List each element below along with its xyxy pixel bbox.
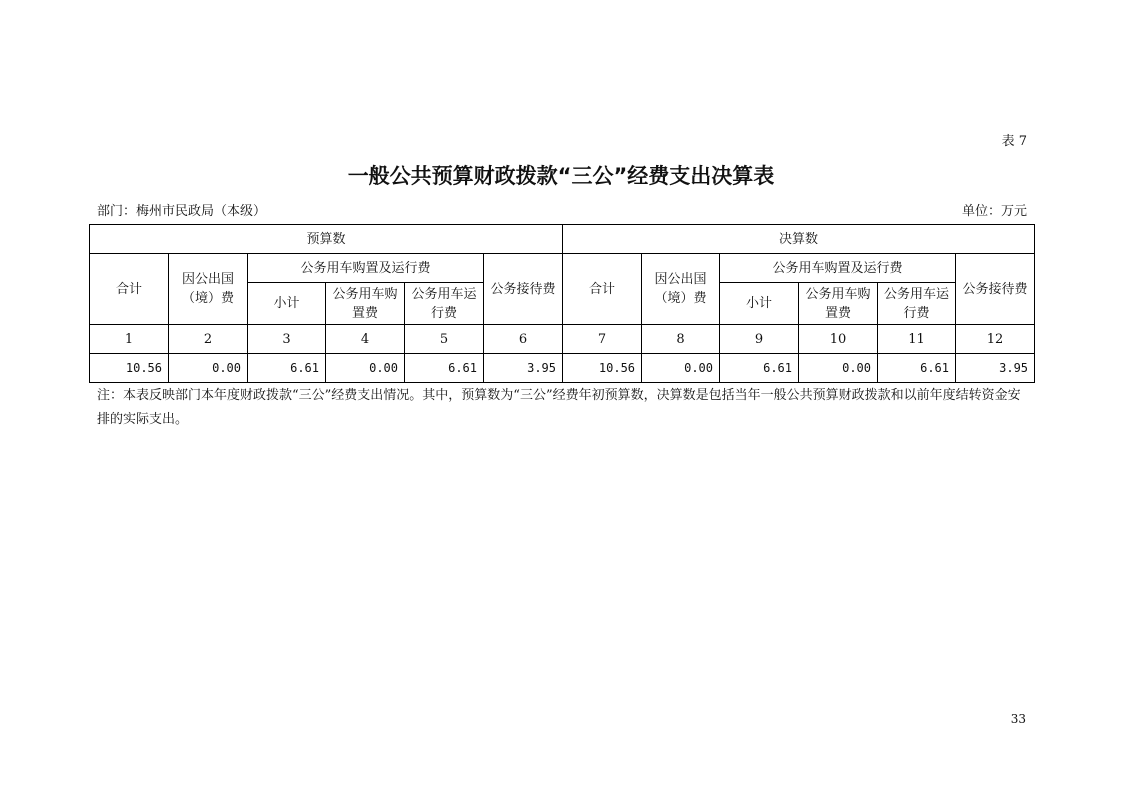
header-abroad: 因公出国（境）费	[169, 254, 248, 325]
header-purchase: 公务用车购置费	[799, 283, 878, 325]
header-total: 合计	[90, 254, 169, 325]
index-cell: 4	[326, 325, 405, 354]
index-cell: 8	[642, 325, 720, 354]
header-subtotal: 小计	[720, 283, 799, 325]
expenditure-table	[89, 224, 1035, 383]
index-cell: 11	[878, 325, 956, 354]
header-subtotal: 小计	[248, 283, 326, 325]
value-cell: 0.00	[169, 354, 248, 383]
index-cell: 3	[248, 325, 326, 354]
page-title: 一般公共预算财政拨款“三公”经费支出决算表	[347, 164, 775, 188]
unit-label: 单位：万元	[961, 204, 1027, 219]
value-cell: 10.56	[563, 354, 642, 383]
header-operation: 公务用车运行费	[878, 283, 956, 325]
header-total: 合计	[563, 254, 642, 325]
index-cell: 9	[720, 325, 799, 354]
value-cell: 3.95	[484, 354, 563, 383]
value-cell: 0.00	[642, 354, 720, 383]
header-reception: 公务接待费	[956, 254, 1035, 325]
header-purchase: 公务用车购置费	[326, 283, 405, 325]
value-cell: 0.00	[326, 354, 405, 383]
department-label: 部门：梅州市民政局（本级）	[97, 204, 267, 219]
header-abroad: 因公出国（境）费	[642, 254, 720, 325]
table-number: 表 7	[1001, 134, 1027, 149]
value-cell: 10.56	[90, 354, 169, 383]
value-cell: 6.61	[720, 354, 799, 383]
index-cell: 2	[169, 325, 248, 354]
group-budget: 预算数	[90, 225, 563, 254]
header-operation: 公务用车运行费	[405, 283, 484, 325]
index-cell: 10	[799, 325, 878, 354]
value-cell: 3.95	[956, 354, 1035, 383]
data-row	[90, 354, 1035, 383]
table-note: 注：本表反映部门本年度财政拨款“三公”经费支出情况。其中，预算数为“三公”经费年初预算数，决算数是包括当年一般公共预算财政拨款和以前年度结转资金安排的实际支出。	[97, 388, 1021, 427]
index-cell: 7	[563, 325, 642, 354]
header-vehicle: 公务用车购置及运行费	[720, 254, 956, 283]
header-row-1	[90, 254, 1035, 283]
index-cell: 12	[956, 325, 1035, 354]
value-cell: 6.61	[405, 354, 484, 383]
index-cell: 1	[90, 325, 169, 354]
index-row	[90, 325, 1035, 354]
page-number: 33	[1010, 712, 1026, 726]
header-vehicle: 公务用车购置及运行费	[248, 254, 484, 283]
index-cell: 6	[484, 325, 563, 354]
group-final: 决算数	[563, 225, 1035, 254]
value-cell: 6.61	[248, 354, 326, 383]
index-cell: 5	[405, 325, 484, 354]
header-reception: 公务接待费	[484, 254, 563, 325]
group-header-row	[90, 225, 1035, 254]
value-cell: 6.61	[878, 354, 956, 383]
value-cell: 0.00	[799, 354, 878, 383]
